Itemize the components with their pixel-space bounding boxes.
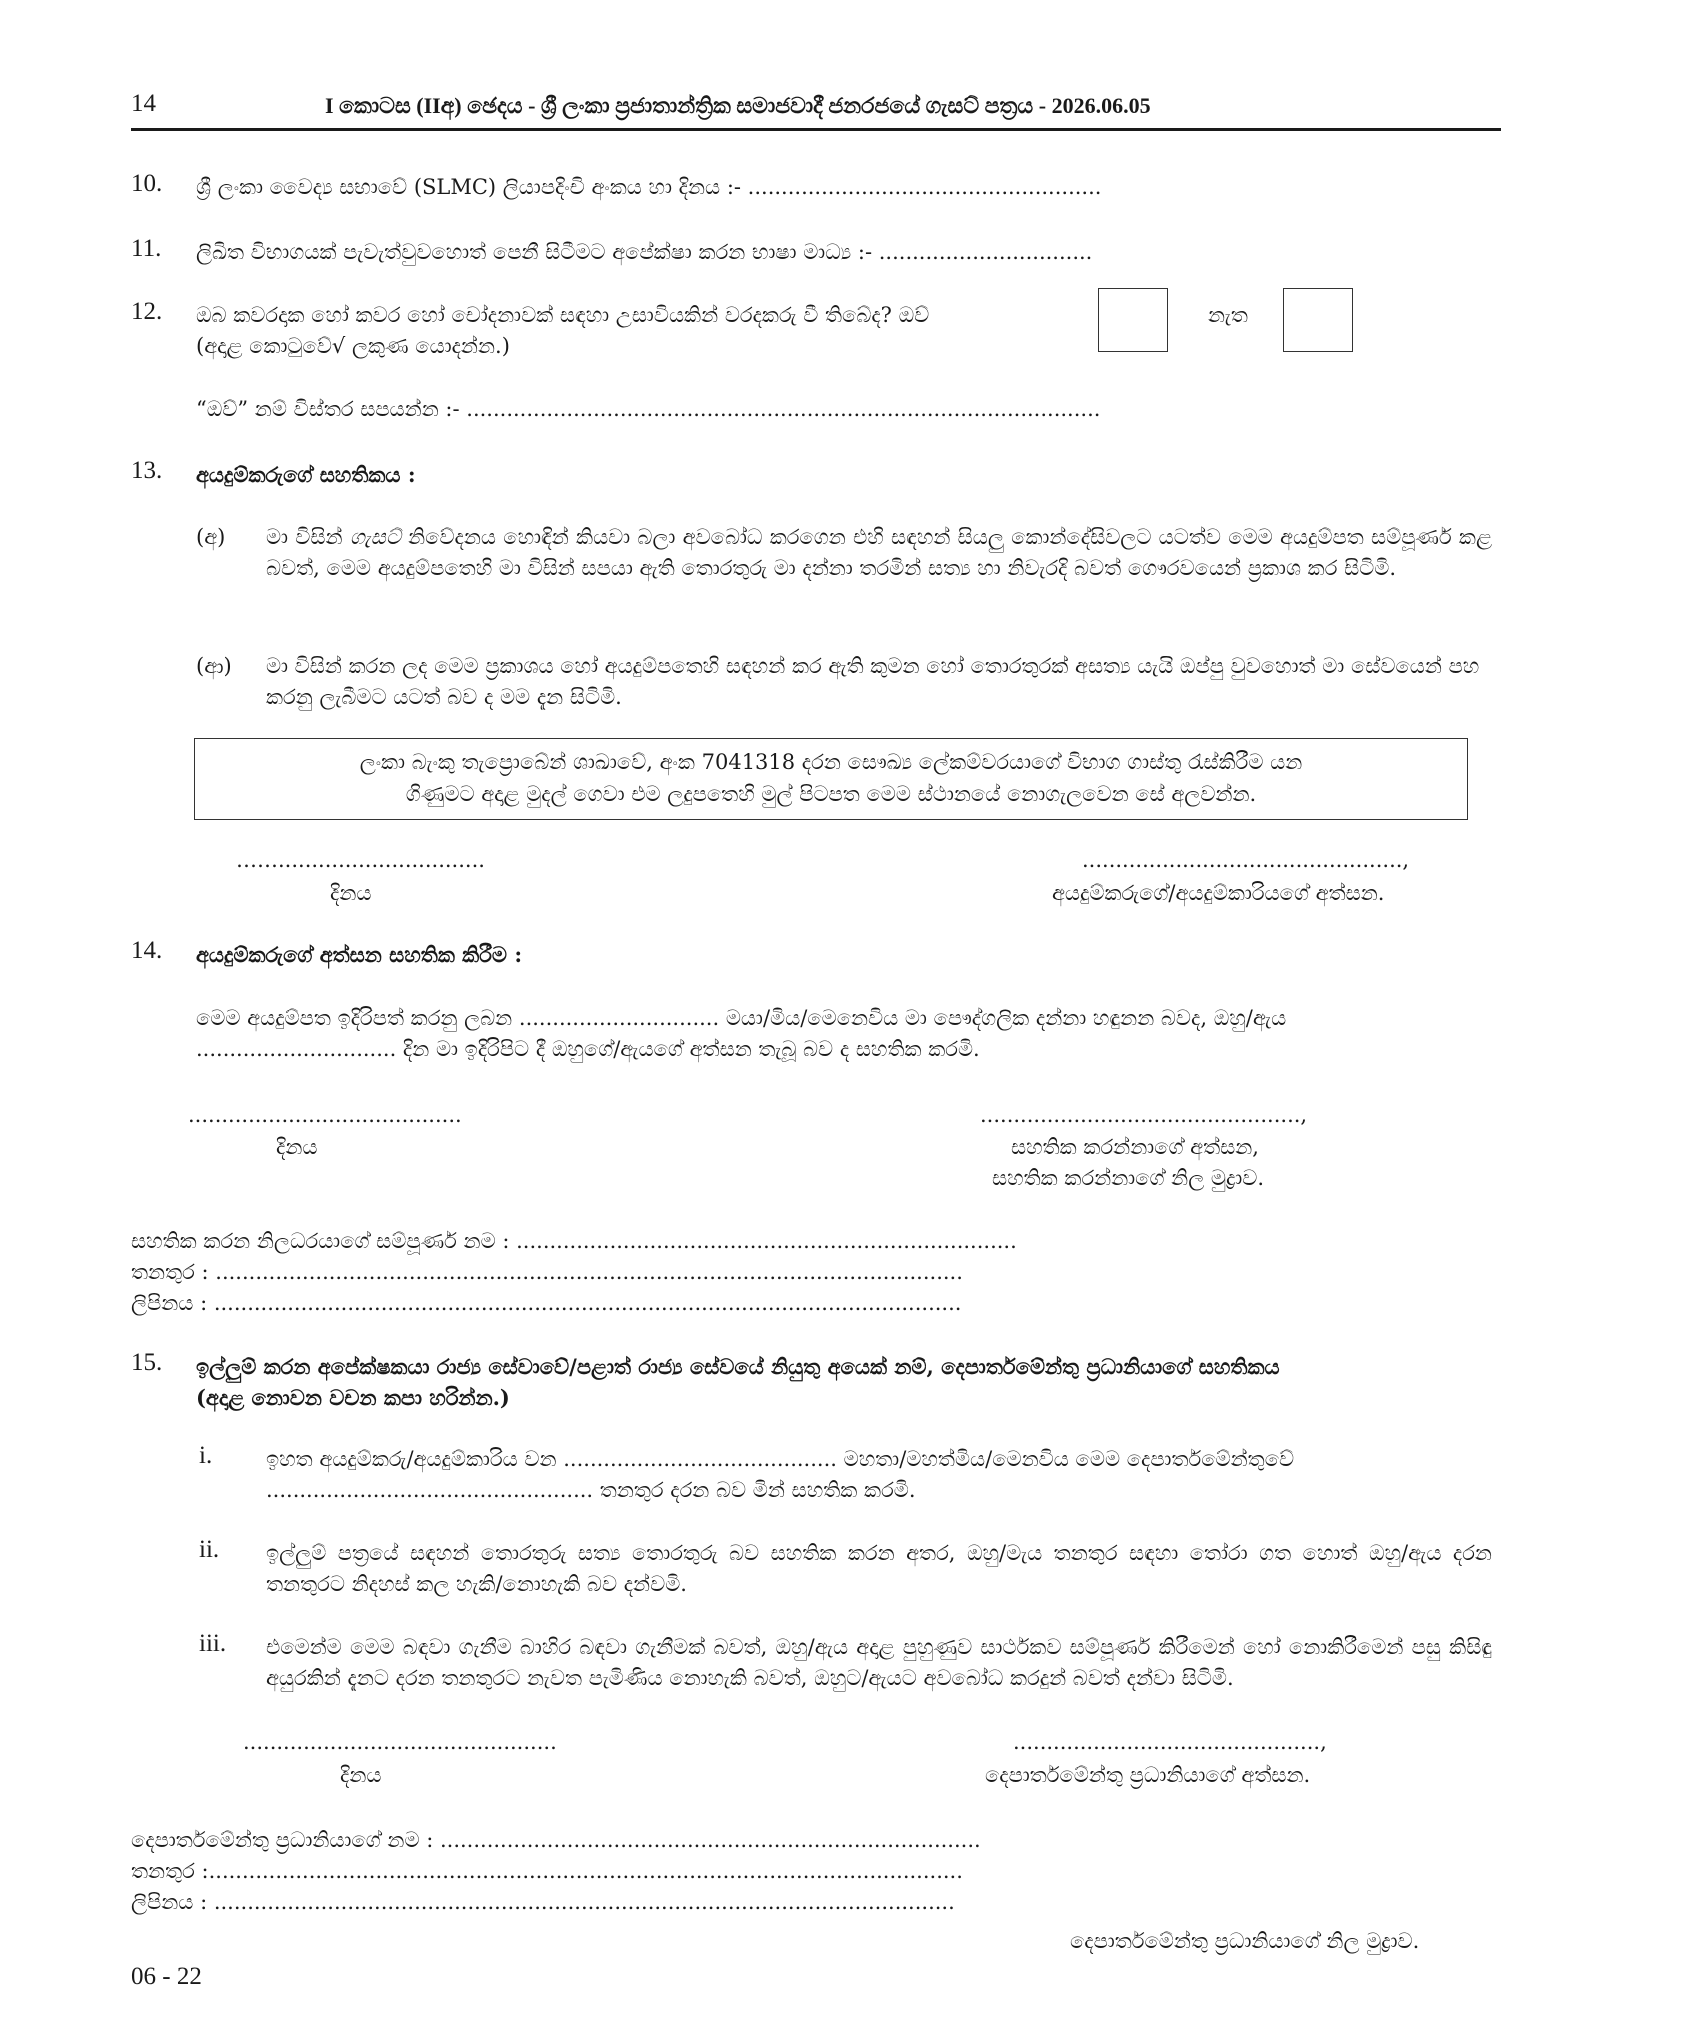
page-number: 14 [131,90,156,117]
receipt-instruction-line-1: ලංකා බැංකු තැප්‍රොබේන් ශාඛාවේ, අංක 7041318 දරන සෞඛ්‍ය ලේකම්වරයාගේ විභාග ගාස්තු රැස්කිරීම යන [359,750,1303,774]
head-signature-label: දෙපාර්තමේන්තු ප්‍රධානියාගේ අත්සන. [985,1763,1311,1787]
item-14-heading: අයදුම්කරුගේ අත්සන සහතික කිරීම : [196,942,523,967]
item-10-number: 10. [131,170,163,197]
item-11-text: ලිඛිත විභාගයක් පැවැත්වුවහොත් පෙනී සිටීමට අපේක්ෂා කරන භාෂා මාධ්‍ය :- ................................ [196,240,1093,264]
item-11-number: 11. [131,235,162,262]
applicant-signature-label: අයදුම්කරුගේ/අයදුම්කාරියගේ අත්සන. [1052,881,1385,905]
item-12-number: 12. [131,298,163,325]
department-head-designation: තනතුර :................................................................................................................. [131,1859,963,1883]
item-15-number: 15. [131,1349,163,1376]
certifying-officer-designation: තනතුර : ................................................................................................................ [131,1260,963,1284]
applicant-date-label: දිනය [330,881,372,905]
item-13-a-label: (අ) [196,525,226,549]
item-15-ii-text: ඉල්ලුම් පත්‍රයේ සඳහන් තොරතුරු සත්‍ය තොරතුරු බව සහතික කරන අතර, ඔහු/මැය තනතුර සඳහා තෝරා ගත හොත් ඔහු/ඇය දරන තනතුරට නිදහස් කල හැකි/නොහැකි බව දන්වමි. [266,1541,1492,1596]
item-10-text: ශ්‍රී ලංකා වෛද්‍ය සභාවේ (SLMC) ලියාපදිංචි අංකය හා දිනය :- ..................................................... [196,175,1102,199]
item-15-i-line-2: ................................................. තනතුර දරන බව මින් සහතික කරමි. [266,1478,916,1502]
item-15-i-line-1: ඉහත අයදුම්කරු/අයදුම්කාරිය වන ......................................... මහතා/මහත්මිය/මෙනවිය මෙම දෙපාර්තමේන්තුවේ [266,1447,1295,1471]
certifying-officer-name: සහතික කරන නිලධරයාගේ සම්පූර්ණ නම : ........................................................................... [131,1229,1017,1253]
head-signature-dots: .............................................., [1013,1730,1327,1754]
certifying-officer-address: ලිපිනය : ................................................................................................................ [131,1291,962,1315]
item-14-number: 14. [131,937,163,964]
applicant-signature-dots: ................................................, [1082,848,1410,872]
item-12-question: ඔබ කවරදාක හෝ කවර හෝ චෝදනාවක් සඳහා උසාවියකින් වරදකරු වී තිබේද? ඔව් [196,303,930,327]
head-date-label: දිනය [340,1763,382,1787]
item-14-line-1: මෙම අයදුම්පත ඉදිරිපත් කරනු ලබන .............................. මයා/මිය/මෙනෙවිය මා පෞද්ගලික දන්නා හඳුනන බවද, ඔහු/ඇය [196,1006,1287,1030]
department-head-name: දෙපාර්තමේන්තු ප්‍රධානියාගේ නම : ................................................................................. [131,1828,981,1852]
certifier-date-label: දිනය [276,1135,318,1159]
item-13-b-text: මා විසින් කරන ලද මෙම ප්‍රකාශය හෝ අයදුම්පතෙහි සඳහන් කර ඇති කුමන හෝ තොරතුරක් අසත්‍ය යැයි ඔප්පු වුවහොත් මා සේවයෙන් පහ කරනු ලැබීමට යටත් බව ද මම දැන සිටිමි. [266,654,1480,709]
head-date-dots: ............................................... [243,1730,557,1754]
no-checkbox[interactable] [1283,288,1353,352]
item-15-heading-line-2: (අදාළ නොවන වචන කපා හරින්න.) [196,1385,510,1410]
yes-checkbox[interactable] [1098,288,1168,352]
applicant-date-dots: ……............................... [236,848,485,872]
item-13-a-text: මා විසින් ගැසට් නිවේදනය හොඳින් කියවා බලා අවබෝධ කරගෙන එහි සඳහන් සියලු කොන්දේසිවලට යටත්ව මෙම අයදුම්පත සම්පූර්ණ කළ බවත්, මෙම අයදුම්පතෙහි මා විසින් සපයා ඇති තොරතුරු මා දන්නා තරමින් සත්‍ය හා නිවැරදි බවත් ගෞරවයෙන් ප්‍රකාශ කර සිටිමි. [266,525,1493,580]
department-head-seal-label: දෙපාර්තමේන්තු ප්‍රධානියාගේ නිල මුද්‍රාව. [1070,1929,1420,1953]
item-15-ii-label: ii. [199,1536,220,1563]
item-13-b-label: (ආ) [196,654,232,678]
certifier-date-dots: ......................................... [188,1103,462,1127]
item-12-details: “ඔව්” නම් විස්තර සපයන්න :- ............................................................................................... [196,397,1101,421]
item-15-iii-text: එමෙන්ම මෙම බඳවා ගැනීම බාහිර බඳවා ගැනීමක් බවත්, ඔහු/ඇය අදාළ පුහුණුව සාර්ථකව සම්පූර්ණ කිරීමෙන් හෝ නොකිරීමෙන් පසු කිසිඳු අයුරකින් දැනට දරන තනතුරට නැවත පැමිණිය නොහැකි බවත්, ඔහුට/ඇයට අවබෝධ කරදුන් බවත් දන්වා සිටිමි. [266,1635,1492,1690]
gazette-header-title: I කොටස (IIඅ) ඡෙදය - ශ්‍රී ලංකා ප්‍රජාතාන්ත්‍රික සමාජවාදී ජනරජයේ ගැසට් පත්‍රය - 2026.06.05 [325,93,1151,118]
no-label: නැත [1208,303,1248,327]
header-rule [131,128,1501,131]
item-13-heading: අයදුම්කරුගේ සහතිකය : [196,462,416,487]
item-13-number: 13. [131,457,163,484]
item-15-heading-line-1: ඉල්ලුම් කරන අපේක්ෂකයා රාජ්‍ය සේවාවේ/පළාත් රාජ්‍ය සේවයේ නියුතු අයෙක් නම්, දෙපාර්තමේන්තු ප්‍රධානියාගේ සහතිකය [196,1354,1280,1379]
receipt-paste-box [194,738,1468,820]
item-12-instruction: (අදාළ කොටුවේ√ ලකුණ යොදන්න.) [196,334,510,358]
footer-code: 06 - 22 [131,1963,202,1990]
item-14-line-2: .............................. දින මා ඉදිරිපිට දී ඔහුගේ/ඇයගේ අත්සන තැබූ බව ද සහතික කරමි. [196,1037,980,1061]
certifier-signature-dots: ................................................, [980,1103,1308,1127]
item-15-iii-label: iii. [199,1630,227,1657]
receipt-instruction-line-2: ගිණුමට අදාළ මුදල් ගෙවා එම ලදුපතෙහි මුල් පිටපත මෙම ස්ථානයේ නොගැලවෙන සේ අලවන්න. [405,782,1257,806]
certifier-seal-label: සහතික කරන්නාගේ නිල මුද්‍රාව. [992,1166,1265,1190]
department-head-address: ලිපිනය : ............................................................................................................... [131,1890,955,1914]
certifier-signature-label: සහතික කරන්නාගේ අත්සන, [1011,1135,1259,1159]
item-15-i-label: i. [199,1442,213,1469]
